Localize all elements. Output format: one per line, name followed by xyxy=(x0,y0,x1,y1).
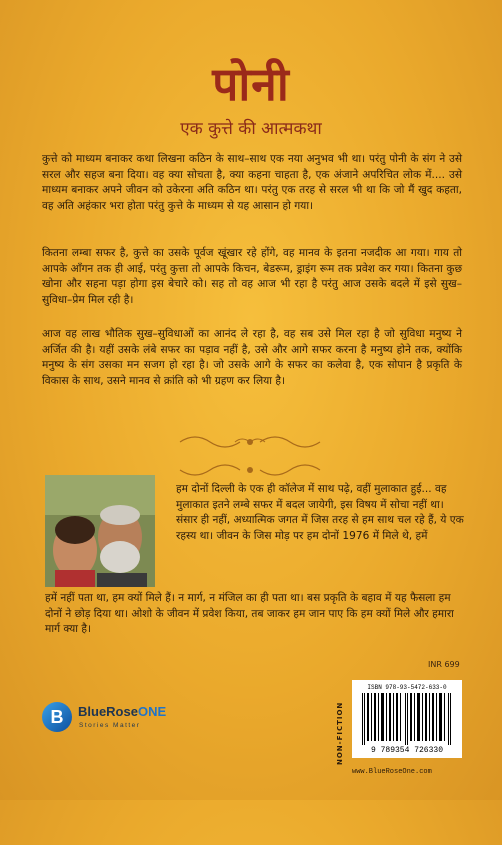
price-label: INR 699 xyxy=(428,660,460,669)
publisher-tagline: Stories Matter xyxy=(79,722,141,729)
publisher-name-accent: ONE xyxy=(137,704,167,719)
author-bio-side: हम दोनों दिल्ली के एक ही कॉलेज में साथ पढ़े, वहीं मुलाकात हुई... वह मुलाकात इतने लम्बे सफर में बदल जायेगी, इस विषय में सोचा नहीं था। संसार ही नहीं, अध्यात्मिक जगत में जिस तरह से हम साथ चल रहे हैं, ये एक रहस्य था। जीवन के जिस मोड़ पर हम दोनों 1976 में मिले थे, हमें xyxy=(176,483,464,542)
barcode xyxy=(352,680,462,758)
publisher-name xyxy=(78,704,166,719)
category-text: NON-FICTION xyxy=(336,701,344,765)
blurb-paragraph-3: आज वह लाख भौतिक सुख–सुविधाओं का आनंद ले रहा है, वह सब उसे मिल रहा है जो सुविधा मनुष्य ने अर्जित की है। यहीं उसके लंबे सफर का पड़ाव नहीं है, उसे और आगे सफर करना है मनुष्य होने तक, क्योंकि मनुष्य के संग उसका मन सजग हो रहा है। जो उसके आगे के सफर का कलेवा है, एक सोपान है प्रकृति के विकास के साथ, उसने मानव से क्रांति को भी ग्रहण कर लिया है। xyxy=(42,328,462,387)
ornament-divider-bottom xyxy=(175,460,325,482)
publisher-logo-icon: B xyxy=(42,702,72,732)
blurb-paragraph-1: कुत्ते को माध्यम बनाकर कथा लिखना कठिन के साथ–साथ एक नया अनुभव भी था। परंतु पोनी के संग ने उसे सरल और सहज बना दिया। वह क्या सोचता है, क्या कहना चाहता है, एक अंजाने अपरिचित लोक में.... उसे माध्यम बनाकर अपने जीवन को उकेरना अति कठिन था। परंतु एक तरह से सरल भी था कि जो मैं खुद कहता, वह अति अहंकार भरा होता परंतु कुत्ते के माध्यम से यह आसान हो गया। xyxy=(42,153,462,212)
book-subtitle: एक कुत्ते की आत्मकथा xyxy=(180,119,322,139)
isbn-digits: 9 789354 726330 xyxy=(370,746,443,755)
publisher-logo xyxy=(42,700,202,740)
publisher-website: www.BlueRoseOne.com xyxy=(352,768,432,776)
ornament-divider-top xyxy=(175,430,325,452)
book-title: पोनी xyxy=(212,57,290,111)
author-photo xyxy=(45,475,155,587)
barcode-bars xyxy=(360,693,456,745)
author-bio-continued: हमें नहीं पता था, हम क्यों मिले हैं। न मार्ग, न मंजिल का ही पता था। बस प्रकृति के बहाव में यह फैसला हम दोनों ने छोड़ दिया था। ओशो के जीवन में प्रवेश किया, तब जाकर हम जान पाए कि हम क्यों मिले और हमारा मार्ग क्या है। xyxy=(45,592,454,636)
category-label xyxy=(336,701,346,845)
publisher-name-main: BlueRose xyxy=(78,704,138,719)
isbn-label: ISBN 978-93-5472-633-0 xyxy=(367,684,447,691)
blurb-paragraph-2: कितना लम्बा सफर है, कुत्ते का उसके पूर्वज खूंखार रहे होंगे, वह मानव के इतना नजदीक आ गया। गाय तो आपके आँगन तक ही आई, परंतु कुत्ता तो आपके किचन, बेडरूम, ड्राइंग रूम तक प्रवेश कर गया। कितना कुछ खोना और सहना पड़ा होगा इस बेचारे को। सह तो वह आज भी रहा है परंतु आज उसके बदले में इसे सुख–सुविधा–प्रेम मिल रही है। xyxy=(42,247,462,306)
